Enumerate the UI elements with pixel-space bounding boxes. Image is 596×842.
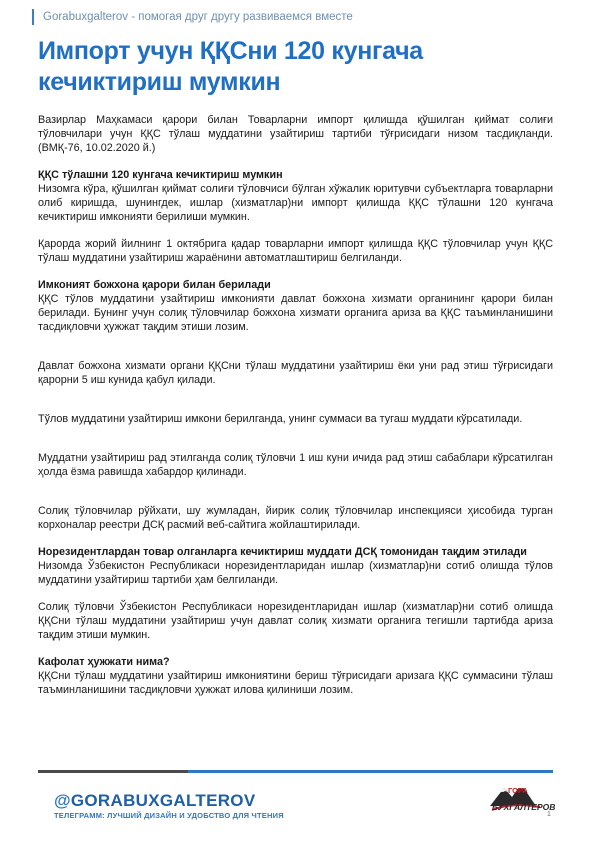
brand-logo: [488, 780, 556, 822]
paragraph-5: Тўлов муддатини узайтириш имкони берилганда, унинг суммаси ва тугаш муддати кўрсатилади.: [38, 413, 523, 425]
paragraph-7: Солиқ тўловчилар рўйхати, шу жумладан, йирик солиқ тўловчилар инспекцияси ҳисобида турган корхоналар реестри ДСҚ расмий веб-сайтига жойлаштирилади.: [38, 505, 553, 531]
logo-text-top: ГОРА: [508, 786, 528, 795]
paragraph-10: ҚҚСни тўлаш муддатини узайтириш имкониятини бериш тўғрисидаги аризага ҚҚС суммасини тўлаш таъминланишини тасдиқловчи ҳужжат илова қилиниши лозим.: [38, 670, 553, 696]
section-heading-4: Кафолат ҳужжати нима?: [38, 656, 170, 668]
header-tagline: Gorabuxgalterov - помогая друг другу развиваемся вместе: [43, 11, 353, 23]
section-heading-3: Норезидентлардан товар олганларга кечиктириш муддати ДСҚ томонидан тақдим этилади: [38, 546, 527, 558]
header-bar: [32, 9, 353, 25]
footer-divider: [38, 770, 553, 773]
handle-at-sign: @: [54, 791, 71, 810]
paragraph-3: ҚҚС тўлов муддатини узайтириш имконияти давлат божхона хизмати органининг қарори билан берилади. Бунинг учун солиқ тўловчилар божхона хизмати органига ариза ва ҚҚС таъминланишини тасдиқловчи ҳужжат тақдим этиши лозим.: [38, 293, 553, 333]
page-number: 1: [547, 811, 551, 818]
paragraph-1: Низомга кўра, қўшилган қиймат солиғи тўловчиси бўлган хўжалик юритувчи субъектларга товарларни олиб киришда, шунингдек, ишлар (хизматлар)ни импорт қилишда ҚҚС тўлашни 120 кунгача кечиктириш имконияти берилиши мумкин.: [38, 183, 553, 223]
footer-telegram-note: ТЕЛЕГРАММ: ЛУЧШИЙ ДИЗАЙН И УДОБСТВО ДЛЯ ЧТЕНИЯ: [54, 811, 284, 820]
page-title: Импорт учун ҚҚСни 120 кунгача кечиктириш мумкин: [38, 37, 423, 96]
paragraph-9: Солиқ тўловчи Ўзбекистон Республикаси норезидентларидан ишлар (хизматлар)ни сотиб олишда ҚҚСни тўлаш муддатини узайтириш учун давлат солиқ хизмати органига тегишли тартибда ариза тақдим этиши мумкин.: [38, 601, 553, 641]
article-body: [38, 113, 553, 697]
footer-handle[interactable]: [54, 791, 255, 811]
section-heading-2: Имконият божхона қарори билан берилади: [38, 279, 271, 291]
section-heading-1: ҚҚС тўлашни 120 кунгача кечиктириш мумкин: [38, 169, 283, 181]
paragraph-2: Қарорда жорий йилнинг 1 октябрига қадар товарларни импорт қилишда ҚҚС тўловчилар учун ҚҚС тўлаш муддатини узайтириш жараёнини автоматлаштириш белгиланди.: [38, 238, 553, 264]
handle-name: GORABUXGALTEROV: [70, 791, 256, 810]
intro-paragraph: Вазирлар Маҳкамаси қарори билан Товарларни импорт қилишда қўшилган қиймат солиғи тўловчилари учун ҚҚС тўлаш муддатини узайтириш тартиби тўғрисидаги низом тасдиқланди. (ВМҚ-76, 10.02.2020 й.): [38, 114, 553, 154]
header-divider: [32, 9, 34, 25]
paragraph-8: Низомда Ўзбекистон Республикаси норезидентларидан ишлар (хизматлар)ни сотиб олишда тўлов муддатини узайтириш тартиби ҳам белгиланди.: [38, 560, 553, 586]
logo-text-bottom: БУХГАЛТЕРОВ: [492, 802, 556, 812]
paragraph-6: Муддатни узайтириш рад этилганда солиқ тўловчи 1 иш куни ичида рад этиш сабаблари кўрсатилган ҳолда ёзма равишда хабардор қилинади.: [38, 452, 553, 478]
paragraph-4: Давлат божхона хизмати органи ҚҚСни тўлаш муддатини узайтириш ёки уни рад этиш тўғрисидаги қарорни 5 иш кунида қабул қилади.: [38, 360, 553, 386]
